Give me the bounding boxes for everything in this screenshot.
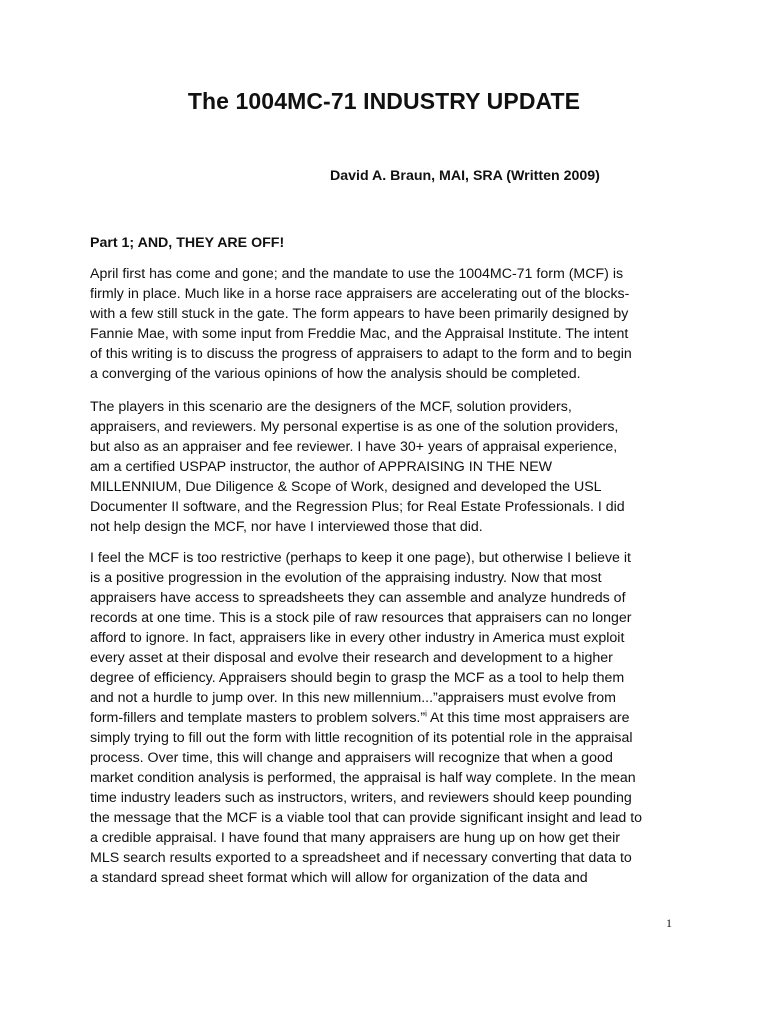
paragraph-line: market condition analysis is performed, the appraisal is half way complete. In the mean (90, 770, 636, 786)
paragraph-line: Documenter II software, and the Regression Plus; for Real Estate Professionals. I did (90, 499, 625, 515)
paragraph-line: a credible appraisal. I have found that many appraisers are hung up on how get their (90, 830, 621, 846)
paragraph-line: appraisers, and reviewers. My personal expertise is as one of the solution providers, (90, 419, 619, 435)
paragraph-line: MLS search results exported to a spreadsheet and if necessary converting that data to (90, 850, 632, 866)
document-title: The 1004MC-71 INDUSTRY UPDATE (187, 88, 581, 114)
paragraph-line-text: form-fillers and template masters to problem solvers.” (90, 710, 426, 726)
paragraph-line: the message that the MCF is a viable tool that can provide significant insight and lead to (90, 810, 643, 826)
paragraph-line: April first has come and gone; and the mandate to use the 1004MC-71 form (MCF) is (90, 266, 624, 282)
paragraph-line: Fannie Mae, with some input from Freddie Mac, and the Appraisal Institute. The intent (90, 326, 629, 342)
paragraph-line: a standard spread sheet format which will allow for organization of the data and (90, 870, 588, 886)
paragraph-line-with-footnote (90, 708, 690, 728)
section-heading: Part 1; AND, THEY ARE OFF! (90, 235, 285, 251)
page-number: 1 (666, 916, 672, 930)
paragraph-line: with a few still stuck in the gate. The form appears to have been primarily designed by (90, 306, 629, 322)
paragraph-line: time industry leaders such as instructors, writers, and reviewers should keep pounding (90, 790, 632, 806)
paragraph-3 (90, 548, 690, 888)
paragraph-1 (90, 264, 690, 384)
paragraph-line: simply trying to fill out the form with little recognition of its potential role in the appraisal (90, 730, 633, 746)
paragraph-line: not help design the MCF, nor have I interviewed those that did. (90, 519, 483, 535)
paragraph-line: is a positive progression in the evolution of the appraising industry. Now that most (90, 570, 602, 586)
paragraph-line: records at one time. This is a stock pile of raw resources that appraisers can no longer (90, 610, 632, 626)
paragraph-line-continuation: At this time most appraisers are (426, 710, 630, 726)
paragraph-line: but also as an appraiser and fee reviewer. I have 30+ years of appraisal experience, (90, 439, 618, 455)
paragraph-line: firmly in place. Much like in a horse race appraisers are accelerating out of the blocks- (90, 286, 630, 302)
paragraph-line: every asset at their disposal and evolve their research and development to a higher (90, 650, 613, 666)
paragraph-line: The players in this scenario are the designers of the MCF, solution providers, (90, 399, 572, 415)
paragraph-line: am a certified USPAP instructor, the author of APPRAISING IN THE NEW (90, 459, 553, 475)
paragraph-line: MILLENNIUM, Due Diligence & Scope of Work, designed and developed the USL (90, 479, 602, 495)
paragraph-line: I feel the MCF is too restrictive (perhaps to keep it one page), but otherwise I believe it (90, 550, 631, 566)
paragraph-line: of this writing is to discuss the progress of appraisers to adapt to the form and to begin (90, 346, 632, 362)
paragraph-line: afford to ignore. In fact, appraisers like in every other industry in America must exploit (90, 630, 625, 646)
footnote-marker[interactable]: i (425, 709, 427, 719)
paragraph-line: degree of efficiency. Appraisers should begin to grasp the MCF as a tool to help them (90, 670, 625, 686)
paragraph-2 (90, 397, 690, 537)
paragraph-line: process. Over time, this will change and appraisers will recognize that when a good (90, 750, 613, 766)
paragraph-line: appraisers have access to spreadsheets they can assemble and analyze hundreds of (90, 590, 626, 606)
paragraph-line: and not a hurdle to jump over. In this new millennium...”appraisers must evolve from (90, 690, 616, 706)
author-line: David A. Braun, MAI, SRA (Written 2009) (330, 168, 600, 184)
paragraph-line: a converging of the various opinions of how the analysis should be completed. (90, 366, 581, 382)
